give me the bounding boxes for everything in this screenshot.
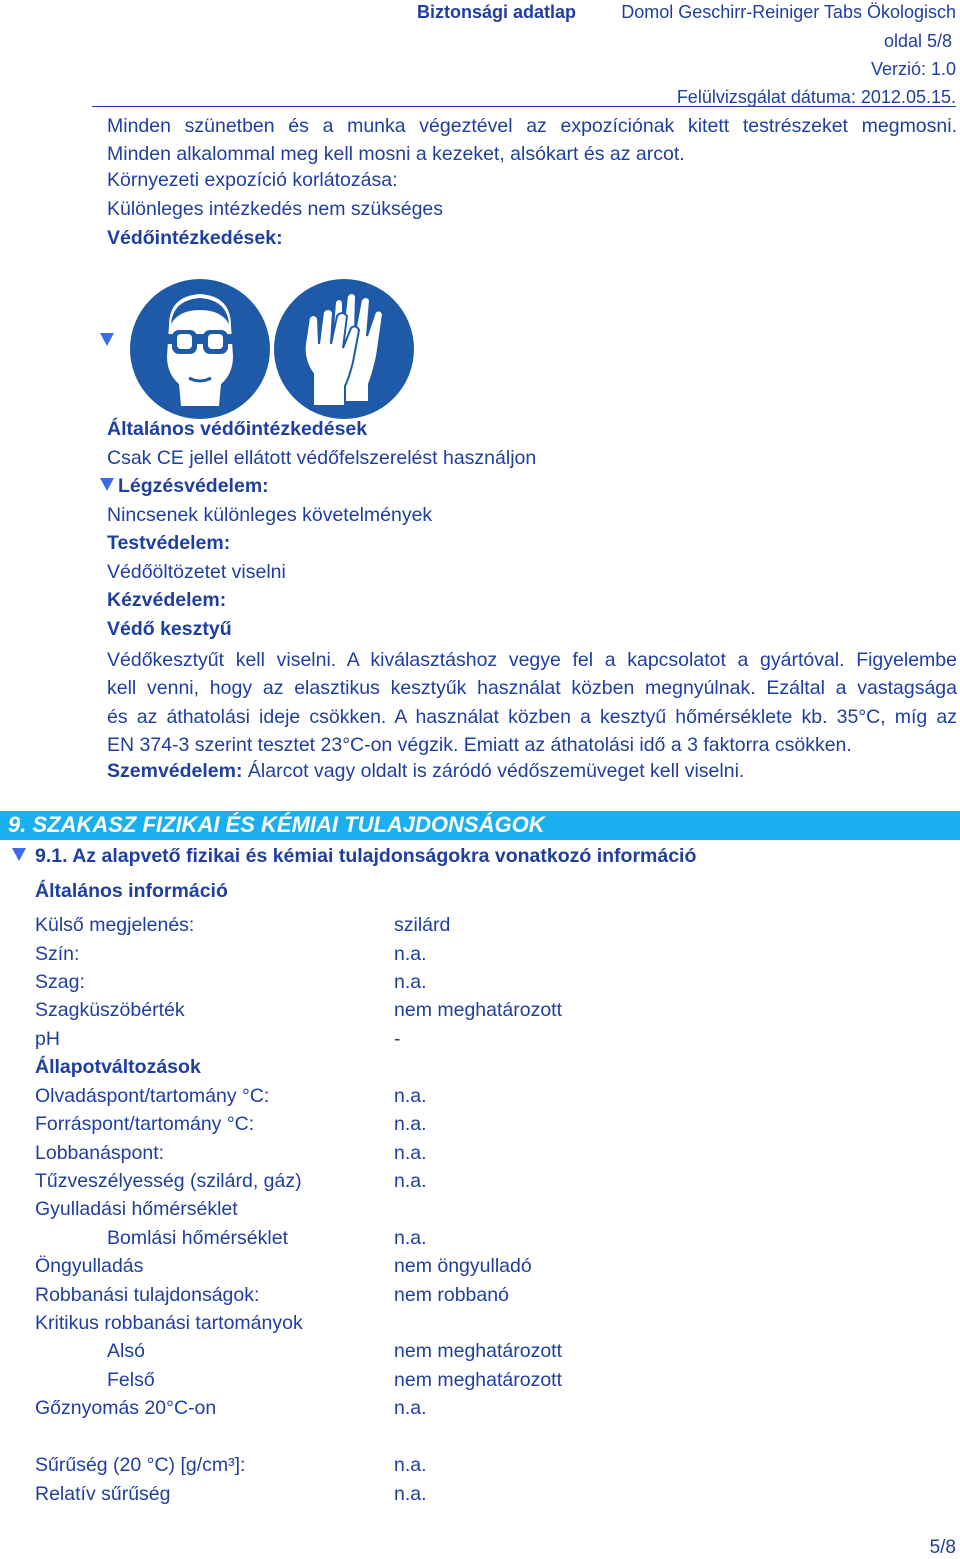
property-value: n.a. [394, 1483, 427, 1505]
hand-protection-heading: Kézvédelem: [107, 589, 227, 611]
property-value: nem öngyulladó [394, 1255, 532, 1277]
env-exposure-text: Különleges intézkedés nem szükséges [107, 198, 444, 220]
property-value: nem robbanó [394, 1284, 509, 1306]
section-9-1-heading: 9.1. Az alapvető fizikai és kémiai tulajdonságokra vonatkozó információ [35, 845, 697, 867]
hand-line-1: Védőkesztyűt kell viselni. A kiválasztáshoz vegye fel a kapcsolatot a gyártóval. Figyelembe [107, 649, 957, 671]
property-value: n.a. [394, 1085, 427, 1107]
doc-type: Biztonsági adatlap [417, 2, 577, 22]
revision-marker-icon [100, 478, 114, 491]
hand-line-2: kell venni, hogy az elasztikus kesztyűk használat közben megnyúlnak. Ezáltal a vastagsága [107, 677, 957, 700]
hand-protection-sub: Védő kesztyű [107, 618, 232, 640]
property-label: Olvadáspont/tartomány °C: [35, 1085, 270, 1107]
general-measures-heading: Általános védőintézkedések [107, 418, 368, 440]
property-value: n.a. [394, 1142, 427, 1164]
safety-goggles-icon [129, 278, 271, 420]
env-exposure-heading: Környezeti expozíció korlátozása: [107, 169, 398, 191]
page-indicator: oldal 5/8 [883, 31, 952, 51]
property-value: nem meghatározott [394, 1340, 563, 1362]
property-label: Gyulladási hőmérséklet [35, 1198, 238, 1220]
property-label: Tűzveszélyesség (szilárd, gáz) [35, 1170, 302, 1192]
property-label: Szagküszöbérték [35, 999, 185, 1021]
body-protection-text: Védőöltözetet viselni [107, 561, 286, 583]
property-label: Relatív sűrűség [35, 1483, 171, 1505]
property-label: Sűrűség (20 °C) [g/cm³]: [35, 1454, 246, 1476]
eye-protection [107, 760, 744, 783]
general-info-heading: Általános információ [35, 880, 228, 902]
property-label: Lobbanáspont: [35, 1142, 165, 1164]
review-date: Felülvizsgálat dátuma: 2012.05.15. [676, 87, 956, 107]
revision-marker-icon [100, 333, 114, 346]
property-label: Külső megjelenés: [35, 914, 195, 936]
safety-gloves-icon [273, 278, 415, 420]
property-label: Bomlási hőmérséklet [107, 1227, 288, 1249]
property-label: pH [35, 1028, 60, 1050]
property-label: Szín: [35, 943, 80, 965]
property-label: Alsó [107, 1340, 145, 1362]
hand-line-4: EN 374-3 szerint tesztet 23°C-on végzik. Emiatt az áthatolási idő a 3 faktorra csökken. [107, 734, 852, 757]
body-protection-heading: Testvédelem: [107, 532, 231, 554]
footer-page: 5/8 [929, 1537, 956, 1558]
revision-marker-icon [12, 848, 26, 861]
property-value: n.a. [394, 971, 427, 993]
property-label: Robbanási tulajdonságok: [35, 1284, 260, 1306]
hand-protection-paragraph [107, 646, 957, 760]
property-label: Felső [107, 1369, 155, 1391]
property-label: Szag: [35, 971, 85, 993]
property-value: nem meghatározott [394, 999, 563, 1021]
property-value: n.a. [394, 1170, 427, 1192]
section-9-title: 9. SZAKASZ FIZIKAI ÉS KÉMIAI TULAJDONSÁGOK [8, 812, 545, 837]
eye-protection-text: Álarcot vagy oldalt is záródó védőszemüveget kell viselni. [247, 760, 745, 782]
eye-protection-heading: Szemvédelem: [107, 760, 243, 782]
property-value: n.a. [394, 1227, 427, 1249]
intro-line-1: Minden szünetben és a munka végeztével az expozíciónak kitett testrészeket megmosni. [107, 115, 957, 137]
property-label: Kritikus robbanási tartományok [35, 1312, 303, 1334]
property-label: Öngyulladás [35, 1255, 144, 1277]
hand-line-3: és az áthatolási ideje csökken. A használat közben a kesztyű hőmérséklete kb. 35°C, míg az [107, 705, 957, 728]
property-label: Forráspont/tartomány °C: [35, 1113, 255, 1135]
property-value: - [394, 1028, 401, 1050]
property-value: n.a. [394, 943, 427, 965]
property-value: nem meghatározott [394, 1369, 563, 1391]
property-value: n.a. [394, 1454, 427, 1476]
property-value: szilárd [394, 914, 451, 936]
intro-paragraph [107, 112, 957, 169]
protective-measures-heading: Védőintézkedések: [107, 227, 283, 249]
general-measures-text: Csak CE jellel ellátott védőfelszerelést használjon [107, 447, 537, 469]
header-divider [92, 106, 956, 107]
respiratory-heading: Légzésvédelem: [118, 475, 269, 497]
property-value: n.a. [394, 1397, 427, 1419]
respiratory-text: Nincsenek különleges követelmények [107, 504, 433, 526]
product-name: Domol Geschirr-Reiniger Tabs Ökologisch [621, 2, 956, 22]
intro-line-2: Minden alkalommal meg kell mosni a kezeket, alsókart és az arcot. [107, 143, 685, 166]
version: Verzió: 1.0 [870, 59, 956, 79]
property-label: Gőznyomás 20°C-on [35, 1397, 217, 1419]
property-label: Állapotváltozások [35, 1056, 201, 1078]
property-value: n.a. [394, 1113, 427, 1135]
